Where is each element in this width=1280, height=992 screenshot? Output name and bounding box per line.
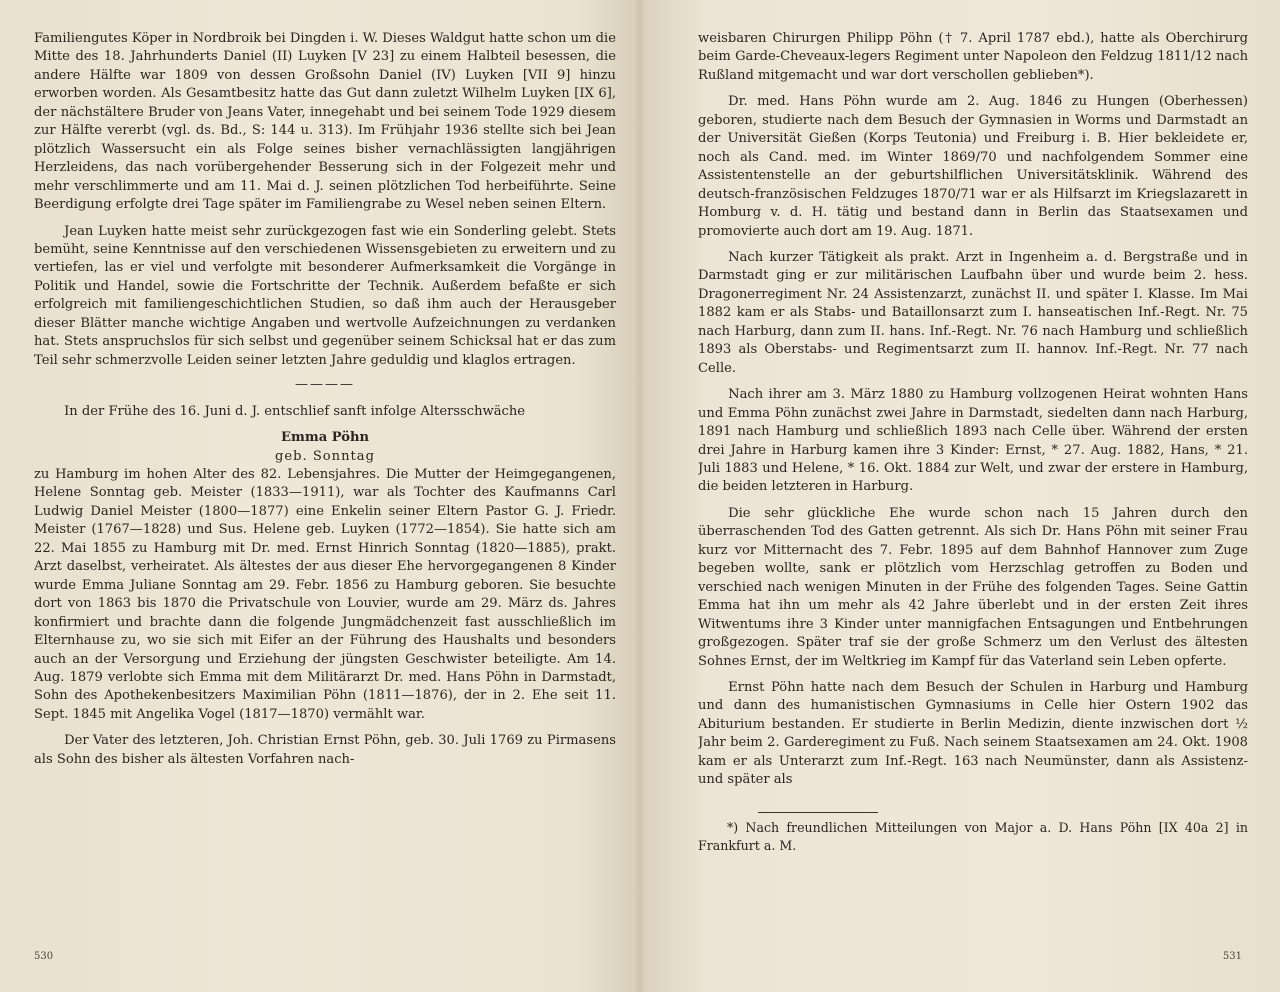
paragraph: zu Hamburg im hohen Alter des 82. Lebensjahres. Die Mutter der Heimgegangenen, Helene Sonntag geb. Meister (1833—1911), war als Tochter des Kaufmanns Carl Ludwig Daniel Meister (1800—1877) eine Enkelin seiner Eltern Pastor G. J. Friedr. Meister (1767—1828) und Sus. Helene geb. Luyken (1772—1854). Sie hatte sich am 22. Mai 1855 zu Hamburg mit Dr. med. Ernst Hinrich Sonntag (1820—1885), prakt. Arzt daselbst, verheiratet. Als ältestes der aus dieser Ehe hervorgegangenen 8 Kinder wurde Emma Juliane Sonntag am 29. Febr. 1856 zu Hamburg geboren. Sie besuchte dort von 1863 bis 1870 die Privatschule von Louvier, wurde am 29. März ds. Jahres konfirmiert und brachte dann die folgende Jungmädchenzeit fast ausschließlich im Elternhause zu, wo sie sich mit Eifer an der Führung des Haushalts und besonders auch an der Versorgung und Erziehung der jüngsten Geschwister beteiligte. Am 14. Aug. 1879 verlobte sich Emma mit dem Militärarzt Dr. med. Hans Pöhn in Darmstadt, Sohn des Apothekenbesitzers Maximilian Pöhn (1811—1876), der in 2. Ehe seit 11. Sept. 1845 mit Angelika Vogel (1817—1870) vermählt war. — [34, 466, 616, 722]
left-page — [34, 30, 616, 985]
right-page — [698, 30, 1248, 985]
paragraph: Familiengutes Köper in Nordbroik bei Dingden i. W. Dieses Waldgut hatte schon um die Mitte des 18. Jahrhunderts Daniel (II) Luyken [V 23] zu einem Halbteil besessen, die andere Hälfte war 1809 von dessen Großsohn Daniel (IV) Luyken [VII 9] hinzu erworben worden. Als Gesamtbesitz hatte das Gut dann zuletzt Wilhelm Luyken [IX 6], der nächstältere Bruder von Jeans Vater, innegehabt und bei seinem Tode 1929 diesem zur Hälfte vererbt (vgl. ds. Bd., S: 144 u. 313). Im Frühjahr 1936 stellte sich bei Jean plötzlich Wassersucht ein als Folge seines bisher vernachlässigten langjährigen Herzleidens, das nach vorübergehender Besserung sich in der Folgezeit mehr und mehr verschlimmerte und am 11. Mai d. J. seinen plötzlichen Tod herbeiführte. Seine Beerdigung erfolgte drei Tage später im Familiengrabe zu Wesel neben seinen Eltern. — [34, 31, 616, 213]
right-page-text — [698, 30, 1248, 855]
obituary-heading: Emma Pöhn — [281, 430, 369, 446]
paragraph: Ernst Pöhn hatte nach dem Besuch der Schulen in Harburg und Hamburg und dann des humanistischen Gymnasiums in Celle hier Ostern 1902 das Abiturium bestanden. Er studierte in Berlin Medizin, diente inzwischen dort ½ Jahr beim 2. Garderegiment zu Fuß. Nach seinem Staatsexamen am 24. Okt. 1908 kam er als Unterarzt zum Inf.-Regt. 163 nach Neumünster, dann als Assistenz- und später als — [698, 679, 1248, 788]
footnote-rule — [758, 812, 878, 813]
paragraph: Dr. med. Hans Pöhn wurde am 2. Aug. 1846 zu Hungen (Oberhessen) geboren, studierte nach dem Besuch der Gymnasien in Worms und Darmstadt an der Universität Gießen (Korps Teutonia) und Freiburg i. B. Hier bekleidete er, noch als Cand. med. im Winter 1869/70 und nachfolgendem Sommer eine Assistentenstelle an der geburtshilflichen Universitätsklinik. Während des deutsch-französischen Feldzuges 1870/71 war er als Hilfsarzt im Kriegslazarett in Homburg v. d. H. tätig und bestand dann in Berlin das Staatsexamen und promovierte auch dort am 19. Aug. 1871. — [698, 94, 1248, 239]
paragraph: Der Vater des letzteren, Joh. Christian Ernst Pöhn, geb. 30. Juli 1769 zu Pirmasens als Sohn des bisher als ältesten Vorfahren nach- — [34, 733, 616, 767]
page-number-left: 530 — [34, 951, 54, 962]
section-divider: ———— — [295, 377, 355, 393]
paragraph: Nach ihrer am 3. März 1880 zu Hamburg vollzogenen Heirat wohnten Hans und Emma Pöhn zunächst zwei Jahre in Darmstadt, siedelten dann nach Harburg, 1891 nach Hamburg und schließlich 1893 nach Celle über. Während der ersten drei Jahre in Harburg kamen ihre 3 Kinder: Ernst, * 27. Aug. 1882, Hans, * 21. Juli 1883 und Helene, * 16. Okt. 1884 zur Welt, und zwar der erstere in Hamburg, die beiden letzteren in Harburg. — [698, 387, 1248, 495]
paragraph: Jean Luyken hatte meist sehr zurückgezogen fast wie ein Sonderling gelebt. Stets bemüht, seine Kenntnisse auf den verschiedenen Wissensgebieten zu erweitern und zu vertiefen, las er viel und verfolgte mit besonderer Aufmerksamkeit die Vorgänge in Politik und Handel, sowie die Fortschritte der Technik. Außerdem befaßte er sich erfolgreich mit familiengeschichtlichen Studien, so daß ihm auch der Herausgeber dieser Blätter manche wichtige Angaben und wertvolle Aufzeichnungen zu verdanken hat. Stets anspruchslos für sich selbst und gegenüber seinem Schicksal hat er das zum Teil sehr schmerzvolle Leiden seiner letzten Jahre geduldig und klaglos ertragen. — [34, 223, 616, 368]
obituary-subheading: geb. Sonntag — [274, 448, 375, 464]
paragraph: Nach kurzer Tätigkeit als prakt. Arzt in Ingenheim a. d. Bergstraße und in Darmstadt ging er zur militärischen Laufbahn über und wurde beim 2. hess. Dragonerregiment Nr. 24 Assistenzarzt, zunächst II. und später I. Klasse. Im Mai 1882 kam er als Stabs- und Bataillonsarzt zum I. hanseatischen Inf.-Regt. Nr. 75 nach Harburg, dann zum II. hans. Inf.-Regt. Nr. 76 nach Hamburg und schließlich 1893 als Oberstabs- und Regimentsarzt zum II. hannov. Inf.-Regt. Nr. 77 nach Celle. — [698, 249, 1248, 376]
paragraph: In der Frühe des 16. Juni d. J. entschlief sanft infolge Altersschwäche — [64, 403, 526, 419]
paragraph: weisbaren Chirurgen Philipp Pöhn († 7. April 1787 ebd.), hatte als Oberchirurg beim Garde-Cheveaux-legers Regiment unter Napoleon den Feldzug 1811/12 nach Rußland mitgemacht und war dort verschollen geblieben*). — [698, 31, 1248, 83]
paragraph: Die sehr glückliche Ehe wurde schon nach 15 Jahren durch den überraschenden Tod des Gatten getrennt. Als sich Dr. Hans Pöhn mit seiner Frau kurz vor Mitternacht des 7. Febr. 1895 auf dem Bahnhof Hannover zum Zuge begeben wollte, sank er plötzlich vom Herzschlag getroffen zu Boden und verschied nach wenigen Minuten in der Frühe des folgenden Tages. Seine Gattin Emma hat ihn um mehr als 42 Jahre überlebt und in der ersten Zeit ihres Witwentums ihre 3 Kinder unter mannigfachen Entsagungen und Entbehrungen großgezogen. Später traf sie der große Schmerz um den Verlust des ältesten Sohnes Ernst, der im Weltkrieg im Kampf für das Vaterland sein Leben opferte. — [698, 505, 1248, 669]
left-page-text — [34, 30, 616, 769]
page-number-right: 531 — [1222, 951, 1242, 962]
footnote: *) Nach freundlichen Mitteilungen von Major a. D. Hans Pöhn [IX 40a 2] in Frankfurt a. M. — [698, 819, 1248, 853]
